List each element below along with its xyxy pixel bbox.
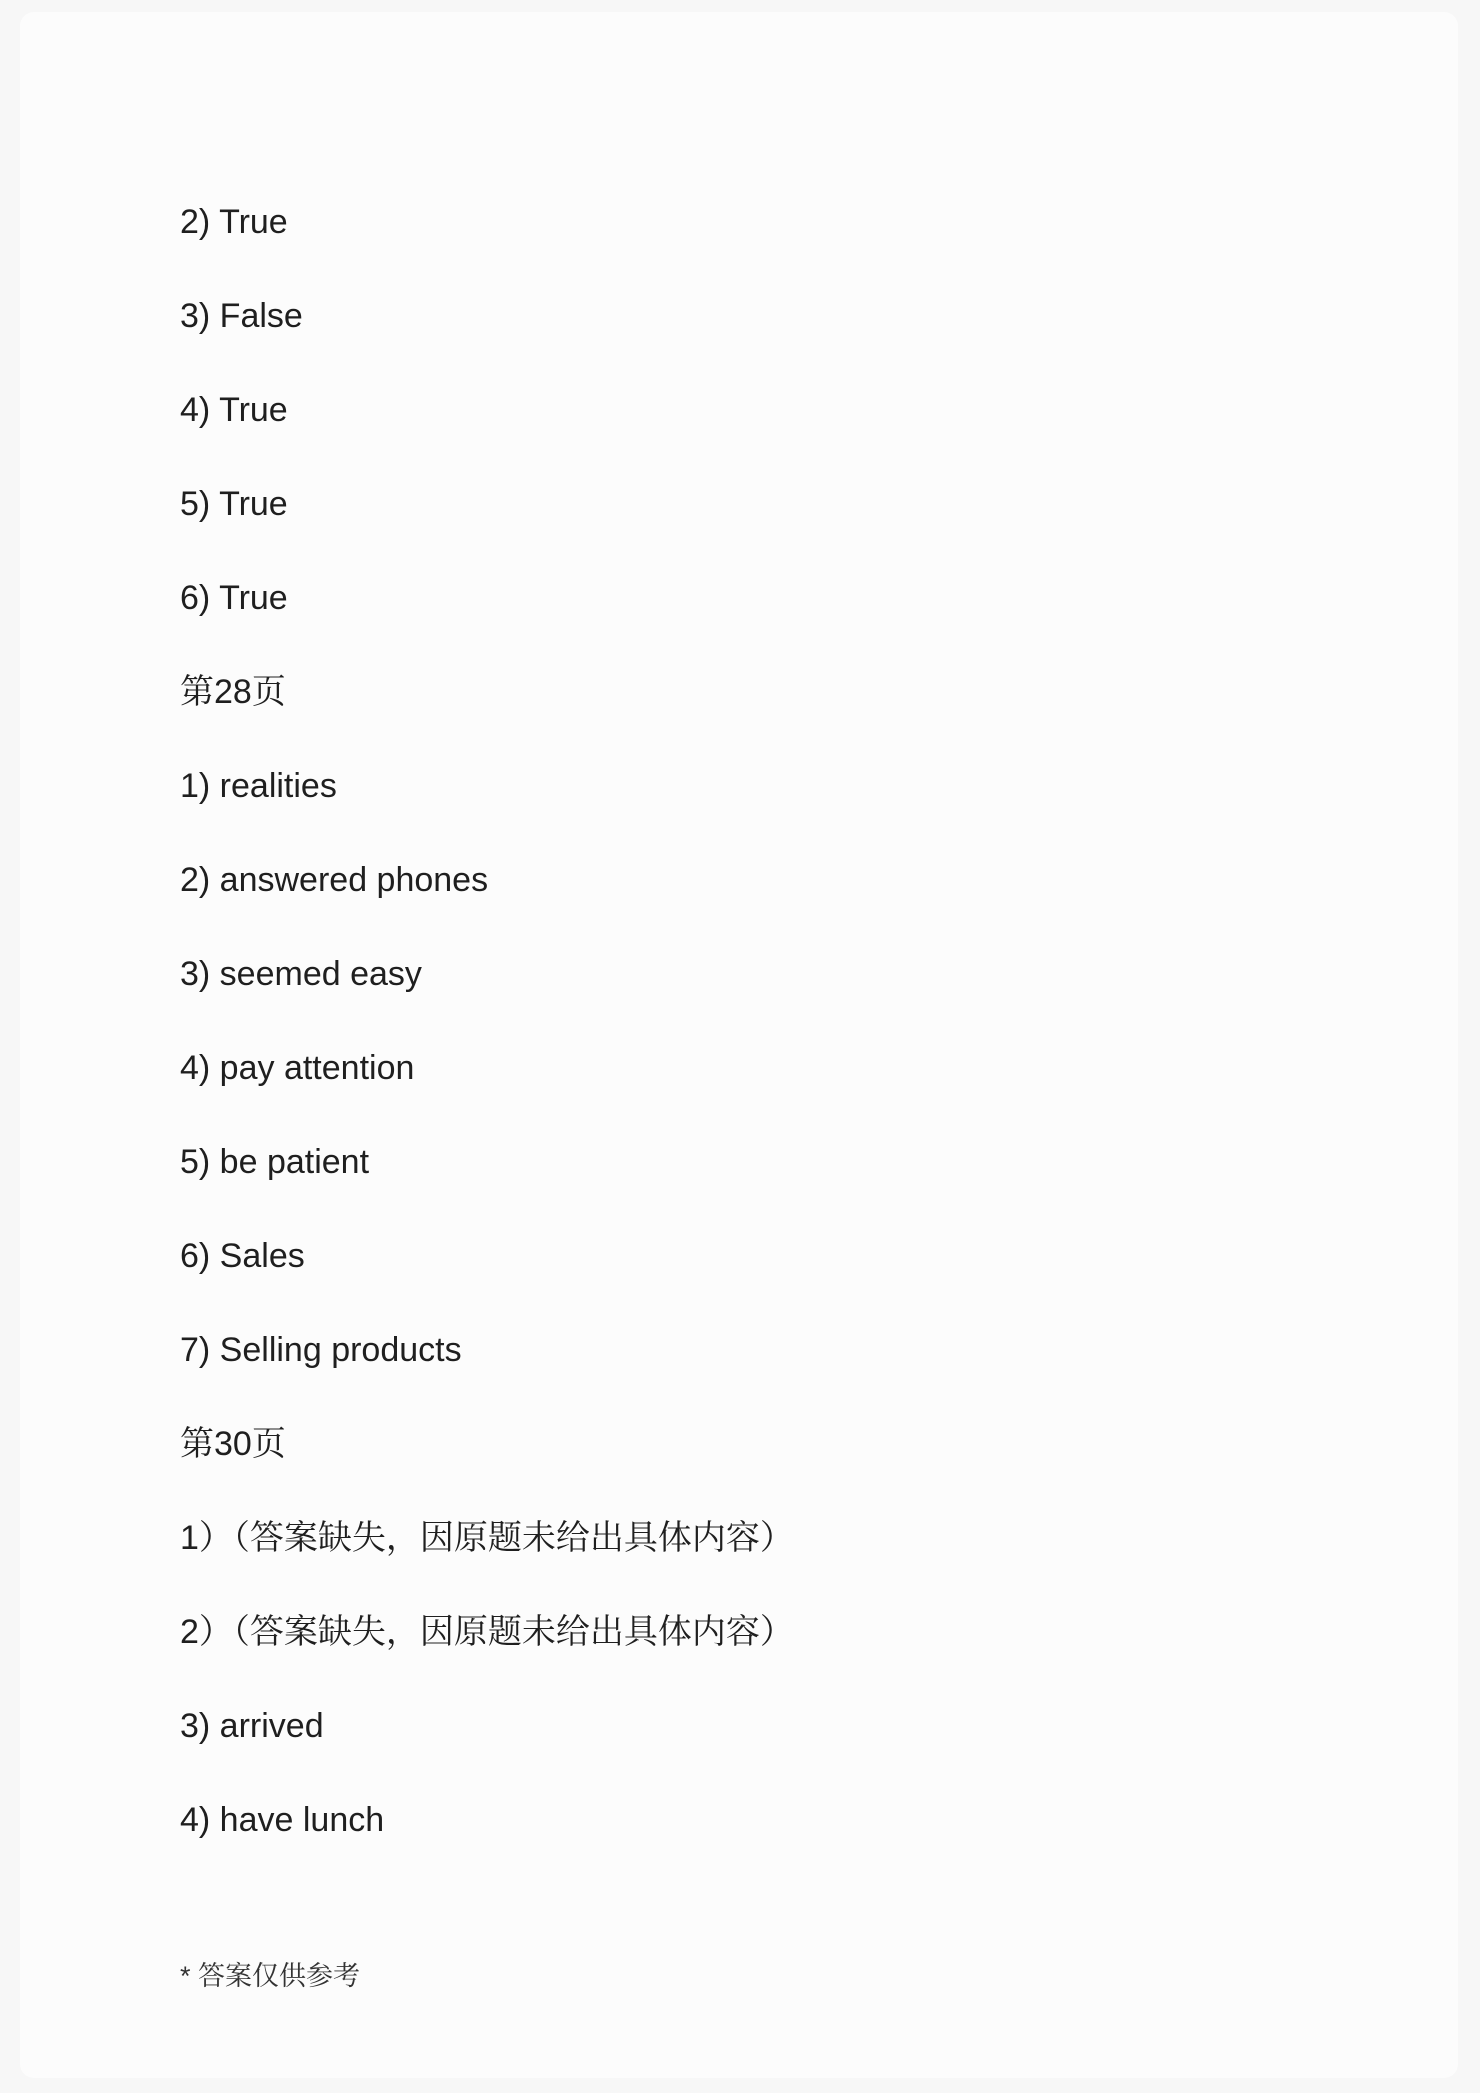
answer-line: 5) be patient	[180, 1143, 370, 1181]
answer-line: 3) False	[180, 297, 303, 335]
answer-line: 6) True	[180, 579, 288, 617]
answer-line: 4) True	[180, 391, 288, 429]
answer-line: 1) realities	[180, 767, 337, 805]
answer-line: 6) Sales	[180, 1237, 305, 1275]
answer-line: 3) arrived	[180, 1707, 324, 1745]
answer-line: 3) seemed easy	[180, 955, 422, 993]
page-heading: 第30页	[180, 1425, 286, 1463]
page-heading: 第28页	[180, 673, 286, 711]
answer-line: 2）（答案缺失，因原题未给出具体内容）	[180, 1613, 794, 1651]
answer-line: 2) True	[180, 203, 288, 241]
answer-line: 5) True	[180, 485, 288, 523]
answer-line: 2) answered phones	[180, 861, 489, 899]
answer-line: 1）（答案缺失，因原题未给出具体内容）	[180, 1519, 794, 1557]
answer-line: 7) Selling products	[180, 1331, 462, 1369]
answer-line: 4) have lunch	[180, 1801, 385, 1839]
answer-line: 4) pay attention	[180, 1049, 415, 1087]
reference-note: * 答案仅供参考	[180, 1961, 361, 1991]
answer-list	[180, 192, 794, 1884]
document-page	[20, 12, 1458, 2078]
